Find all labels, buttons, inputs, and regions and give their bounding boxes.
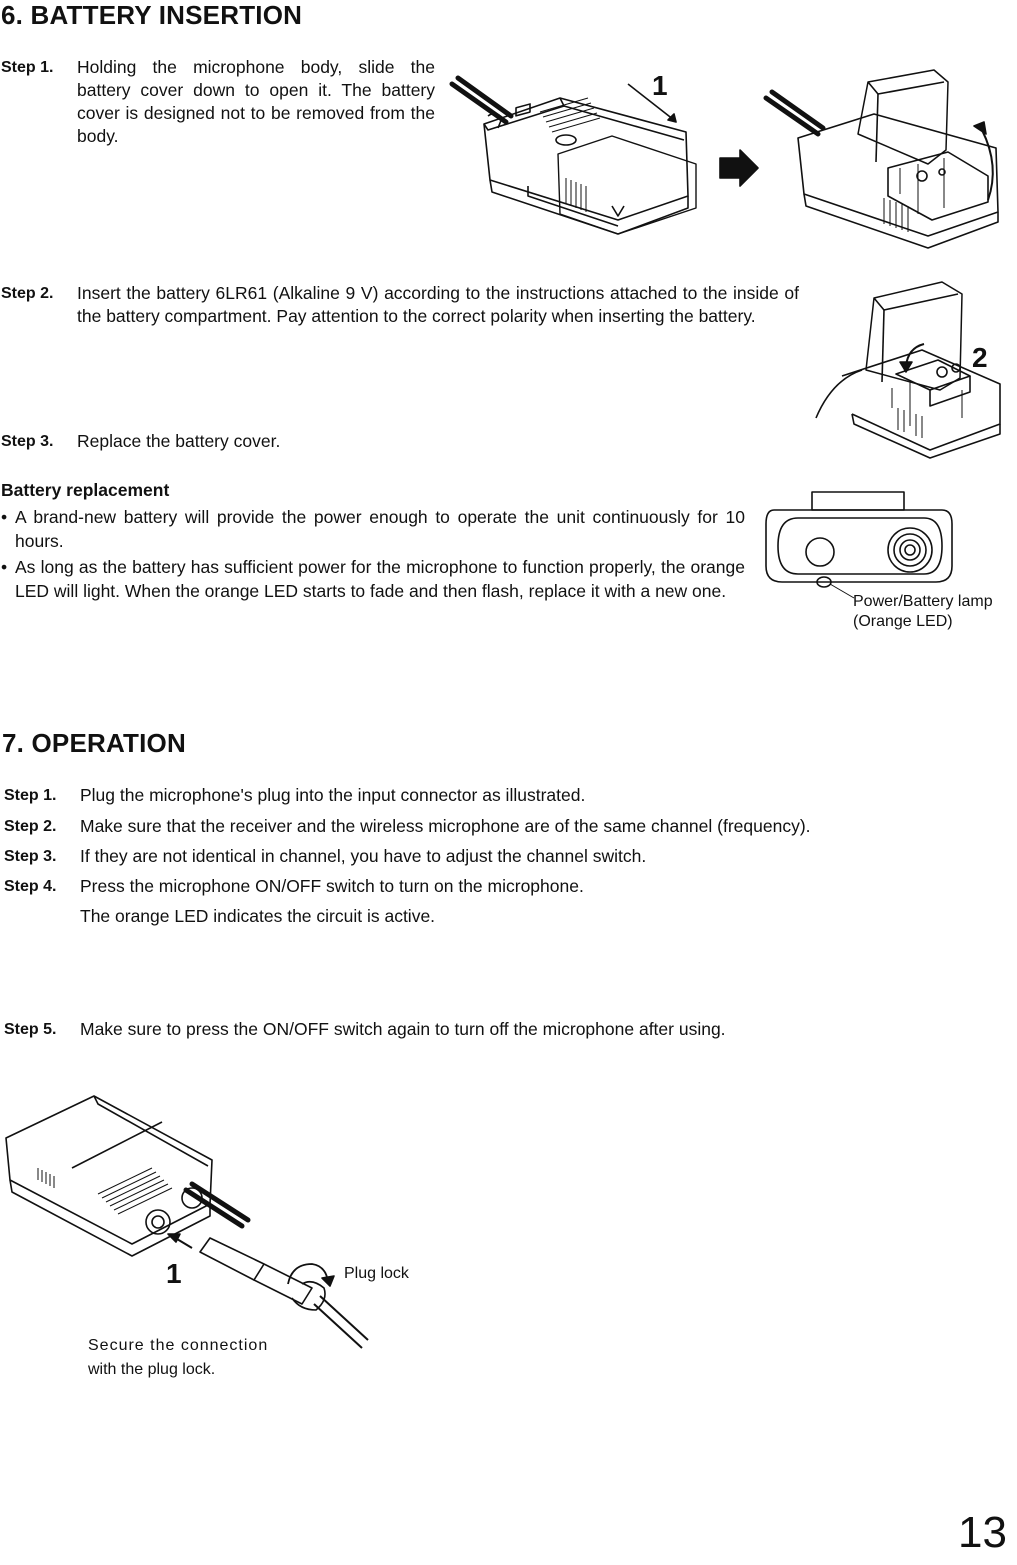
page-number: 13 [958,1508,1007,1557]
bullet-text: As long as the battery has sufficient power for the microphone to function properly, the orange LED will light. When the orange LED starts to fade and then flash, replace it with a new one. [15,557,745,601]
operation-heading: 7. OPERATION [2,728,186,758]
battery-step-3 [1,430,601,455]
operation-step-4 [4,875,1004,900]
replacement-bullet: • A brand-new battery will provide the power enough to operate the unit continuously for 10 hours. [1,506,745,554]
step-text: Press the microphone ON/OFF switch to turn on the microphone. [80,876,584,896]
step-label: Step 3. [1,433,54,450]
figure2-step-number: 2 [972,342,988,373]
step-label: Step 2. [4,818,57,835]
step-text: Replace the battery cover. [77,431,281,451]
lamp-label-line1: Power/Battery lamp [853,593,993,610]
step-label: Step 5. [4,1021,57,1038]
battery-step-2 [1,282,801,354]
battery-replacement-heading: Battery replacement [1,480,170,500]
operation-figure-step-number: 1 [166,1258,182,1289]
step-text: Make sure to press the ON/OFF switch again to turn off the microphone after using. [80,1019,726,1039]
bullet-text: A brand-new battery will provide the power enough to operate the unit continuously for 10 hours. [15,507,745,551]
plug-connection-illustration [2,1088,372,1358]
step-label: Step 2. [1,285,54,302]
step-text: The orange LED indicates the circuit is active. [80,906,436,926]
operation-step-4-note [4,905,1004,930]
step-text: If they are not identical in channel, you have to adjust the channel switch. [80,846,647,866]
secure-connection-line2: with the plug lock. [88,1361,216,1378]
replacement-bullet: • As long as the battery has sufficient power for the microphone to function properly, the orange LED will light. When the orange LED starts to fade and then flash, replace it with a new one. [1,556,745,628]
operation-step-2 [4,815,1004,840]
step-label: Step 3. [4,848,57,865]
operation-step-1 [4,784,1004,809]
lamp-label-line2: (Orange LED) [853,613,953,630]
battery-cover-open-illustration [448,68,1008,268]
step-text: Plug the microphone's plug into the input connector as illustrated. [80,785,586,805]
step-label: Step 1. [1,59,54,76]
step-text: Holding the microphone body, slide the battery cover down to open it. The battery cover is designed not to be removed from the body. [77,57,435,146]
step-label: Step 4. [4,878,57,895]
step-text: Make sure that the receiver and the wireless microphone are of the same channel (frequency). [80,816,811,836]
step-label: Step 1. [4,787,57,804]
battery-step-1 [1,56,435,156]
secure-connection-line1: Secure the connection [88,1337,269,1354]
step-text: Insert the battery 6LR61 (Alkaline 9 V) according to the instructions attached to the inside of the battery compartment. Pay attention to the correct polarity when inserting the battery. [77,283,799,326]
figure1-step-number: 1 [652,70,668,101]
operation-step-5 [4,1018,1004,1043]
plug-lock-label: Plug lock [344,1265,409,1282]
battery-insertion-heading: 6. BATTERY INSERTION [1,0,303,30]
operation-step-3 [4,845,1004,870]
